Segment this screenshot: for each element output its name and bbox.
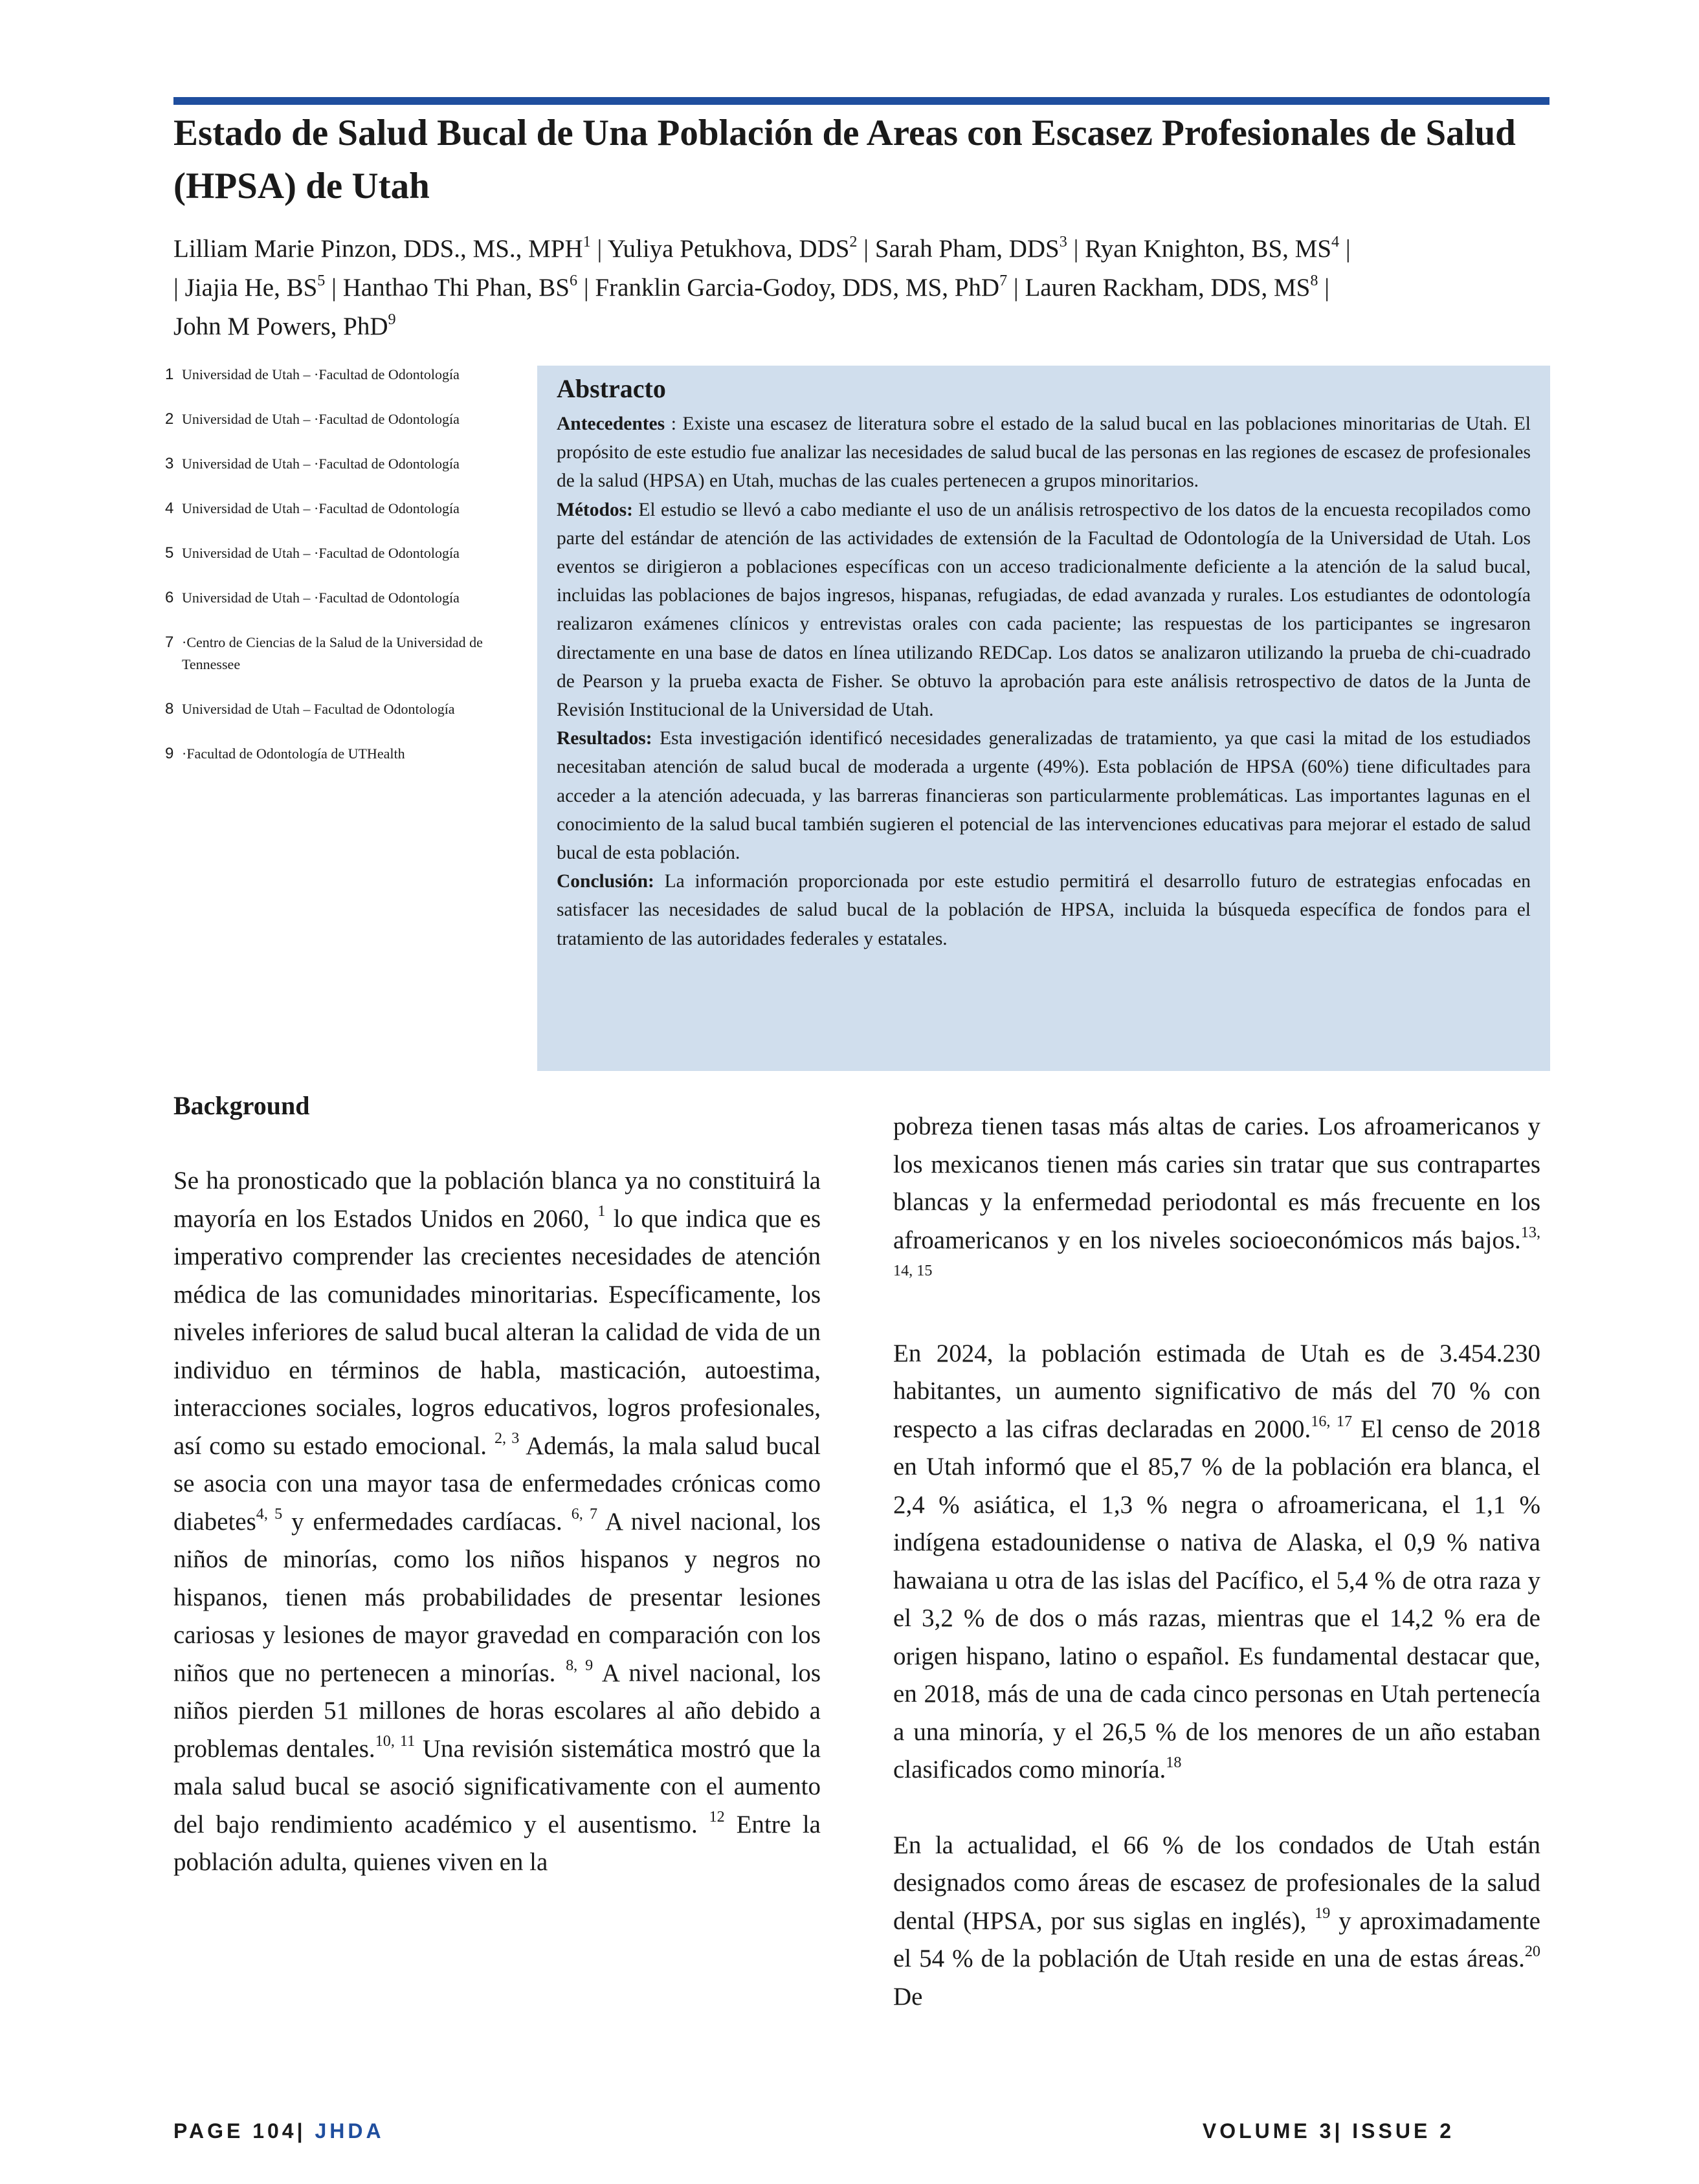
affiliation-item: [165, 632, 527, 676]
citation-ref: 1: [597, 1202, 606, 1220]
affiliation-text: Universidad de Utah – ·Facultad de Odontología: [182, 366, 460, 382]
article-title: Estado de Salud Bucal de Una Población de Areas con Escasez Profesionales de Salud (HPSA) de Utah: [173, 113, 1516, 206]
text-run: De: [893, 1982, 923, 2011]
affiliation-number: 6: [165, 589, 174, 606]
affiliation-item: [165, 743, 527, 765]
text-run: En 2024, la población estimada de Utah es de 3.454.230 habitantes, un aumento significativo de más del 70 % con respecto a las cifras declaradas en 2000.: [893, 1339, 1540, 1443]
abstract-label: Resultados:: [557, 728, 652, 749]
affiliation-number: 7: [165, 634, 174, 651]
body-column-right: [893, 1108, 1540, 2016]
affiliation-number: 3: [165, 455, 174, 472]
abstract-label: Métodos:: [557, 499, 633, 520]
text-run: Entre la población adulta, quienes viven en la: [173, 1810, 821, 1876]
author-sup: 9: [388, 310, 396, 328]
author-name: Hanthao Thi Phan, BS: [342, 274, 570, 302]
author-sup: 6: [569, 271, 578, 289]
author-name: Ryan Knighton, BS, MS: [1085, 235, 1332, 263]
body-column-left: [173, 1087, 821, 1882]
author-sup: 3: [1059, 232, 1067, 250]
citation-ref: 20: [1524, 1942, 1540, 1960]
affiliation-item: [165, 453, 527, 475]
affiliation-number: 2: [165, 410, 174, 428]
text-run: Se ha pronosticado que la población blanca ya no constituirá la mayoría en los Estados Unidos en 2060,: [173, 1167, 821, 1233]
affiliation-item: [165, 498, 527, 520]
author-name: Lilliam Marie Pinzon, DDS., MS., MPH: [173, 235, 583, 263]
text-run: y aproximadamente el 54 % de la población de Utah reside en una de estas áreas.: [893, 1906, 1540, 1972]
affiliation-text: Universidad de Utah – Facultad de Odontología: [182, 701, 455, 717]
body-paragraph: [893, 1827, 1540, 2016]
text-run: y enfermedades cardíacas.: [282, 1507, 572, 1536]
affiliation-text: Universidad de Utah – ·Facultad de Odontología: [182, 411, 460, 427]
affiliation-item: [165, 698, 527, 720]
text-run: lo que indica que es imperativo comprender las crecientes necesidades de atención médica de las comunidades minoritarias. Específicamente, los niveles inferiores de salud bucal alteran la calidad de vida de un individuo en términos de habla, masticación, autoestima, interacciones sociales, logros educativos, logros profesionales, así como su estado emocional.: [173, 1204, 821, 1460]
footer-page-label: PAGE 104|: [173, 2119, 306, 2143]
footer-journal: JHDA: [315, 2119, 384, 2143]
author-sup: 7: [999, 271, 1008, 289]
abstract-paragraph: Antecedentes : Existe una escasez de literatura sobre el estado de la salud bucal en las poblaciones minoritarias de Utah. El propósito de este estudio fue analizar las necesidades de salud bucal de las personas en las regiones de escasez de profesionales de la salud (HPSA) en Utah, muchas de las cuales pertenecen a grupos minoritarios.: [557, 414, 1531, 492]
author-sup: 8: [1310, 271, 1318, 289]
affiliation-number: 8: [165, 700, 174, 718]
affiliation-text: Universidad de Utah – ·Facultad de Odontología: [182, 500, 460, 516]
affiliation-text: Universidad de Utah – ·Facultad de Odontología: [182, 590, 460, 606]
abstract-label: Conclusión:: [557, 871, 654, 892]
affiliation-list: [165, 364, 527, 788]
text-run: A nivel nacional, los niños pierden 51 millones de horas escolares al año debido a problemas dentales.: [173, 1659, 821, 1763]
text-run: A nivel nacional, los niños de minorías, como los niños hispanos y negros no hispanos, tienen más probabilidades de presentar lesiones cariosas y lesiones de mayor gravedad en comparación con los niños que no pertenecen a minorías.: [173, 1507, 821, 1687]
header-rule: [173, 97, 1549, 105]
author-name: John M Powers, PhD: [173, 313, 388, 340]
abstract-box: [537, 366, 1550, 1071]
text-run: Una revisión sistemática mostró que la mala salud bucal se asoció significativamente con el aumento del bajo rendimiento académico y el ausentismo.: [173, 1734, 821, 1838]
text-run: Además, la mala salud bucal se asocia con una mayor tasa de enfermedades crónicas como diabetes: [173, 1431, 821, 1536]
affiliation-number: 9: [165, 745, 174, 762]
abstract-text: La información proporcionada por este estudio permitirá el desarrollo futuro de estrategias enfocadas en satisfacer las necesidades de salud bucal de la población de HPSA, incluida la búsqueda específica de fondos para el tratamiento de las autoridades federales y estatales.: [557, 871, 1531, 949]
abstract-label: Antecedentes: [557, 414, 665, 434]
affiliation-number: 5: [165, 544, 174, 562]
affiliation-item: [165, 364, 527, 386]
affiliation-item: [165, 587, 527, 609]
affiliation-item: [165, 408, 527, 430]
citation-ref: 18: [1166, 1753, 1182, 1771]
author-name: Sarah Pham, DDS: [874, 235, 1060, 263]
footer-page: [173, 2119, 384, 2143]
abstract-paragraph: [557, 867, 1531, 953]
author-name: Franklin Garcia-Godoy, DDS, MS, PhD: [595, 274, 1000, 302]
author-sup: 5: [317, 271, 326, 289]
abstract-text: Existe una escasez de literatura sobre el estado de la salud bucal en las poblaciones minoritarias de Utah. El propósito de este estudio fue analizar las necesidades de salud bucal de las personas en las regiones de escasez de profesionales de la salud (HPSA) en Utah, muchas de las cuales pertenecen a grupos minoritarios.: [557, 414, 1531, 492]
author-name: Lauren Rackham, DDS, MS: [1025, 274, 1311, 302]
author-sup: 4: [1331, 232, 1340, 250]
author-sup: 1: [583, 232, 591, 250]
affiliation-text: Universidad de Utah – ·Facultad de Odontología: [182, 456, 460, 472]
author-list: Lilliam Marie Pinzon, DDS., MS., MPH$^1$ | Yuliya Petukhova, DDS$^2$ | Sarah Pham, DDS$^3$ | Ryan Knighton, BS, $MS^4$ | | Jiajia He, $BS^5$ | Hanthao Thi Phan, $BS^6$ | Franklin Garcia-Godoy, DDS, MS, PhD$^7$ | Lauren Rackham, DDS, $MS^8$ | John M Powers, PhD$^9$: [173, 232, 1351, 340]
citation-ref: 13, 14, 15: [893, 1224, 1540, 1279]
abstract-text: El estudio se llevó a cabo mediante el uso de un análisis retrospectivo de los datos de la encuesta recopilados como parte del estándar de atención de las actividades de extensión de la Facultad de Odontología de la Universidad de Utah. Los eventos se dirigieron a poblaciones específicas con un acceso tradicionalmente deficiente a la atención de la salud bucal, incluidas las poblaciones de bajos ingresos, hispanas, refugiadas, de edad avanzada y rurales. Los estudiantes de odontología realizaron exámenes clínicos y entrevistas orales con cada paciente; las respuestas de los participantes se ingresaron directamente en una base de datos en línea utilizando REDCap. Los datos se analizaron utilizando la prueba de chi-cuadrado de Pearson y la prueba exacta de Fisher. Se obtuvo la aprobación para este análisis retrospectivo de datos de la Junta de Revisión Institucional de la Universidad de Utah.: [557, 499, 1531, 721]
section-heading-background: Background: [173, 1091, 310, 1120]
citation-ref: 6, 7: [571, 1505, 598, 1523]
citation-ref: 19: [1315, 1904, 1331, 1923]
citation-ref: 12: [709, 1808, 725, 1826]
abstract-paragraph: [557, 724, 1531, 867]
author-sup: 2: [849, 232, 858, 250]
body-paragraph: [893, 1335, 1540, 1789]
abstract-paragraph: [557, 496, 1531, 725]
citation-ref: 16, 17: [1311, 1413, 1353, 1431]
author-name: Yuliya Petukhova, DDS: [607, 235, 850, 263]
footer-volume-issue: VOLUME 3| ISSUE 2: [1202, 2119, 1454, 2143]
abstract-heading: Abstracto: [557, 374, 666, 403]
citation-ref: 10, 11: [375, 1732, 416, 1750]
text-run: El censo de 2018 en Utah informó que el 85,7 % de la población era blanca, el 2,4 % asiática, el 1,3 % negra o afroamericana, el 1,1 % indígena estadounidense o nativa de Alaska, el 0,9 % nativa hawaiana u otra de las islas del Pacífico, el 5,4 % de otra raza y el 3,2 % de dos o más razas, mientras que el 14,2 % era de origen hispano, latino o español. Es fundamental destacar que, en 2018, más de una de cada cinco personas en Utah pertenecía a una minoría, y el 26,5 % de los menores de un año estaban clasificados como minoría.: [893, 1415, 1541, 1783]
body-paragraph: [893, 1108, 1540, 1297]
body-paragraph: [173, 1162, 821, 1882]
affiliation-text: ·Centro de Ciencias de la Salud de la Universidad de Tennessee: [182, 634, 483, 672]
affiliation-text: ·Facultad de Odontología de UTHealth: [182, 745, 405, 762]
affiliation-number: 1: [165, 366, 174, 383]
abstract-text: Esta investigación identificó necesidades generalizadas de tratamiento, ya que casi la mitad de los estudiados necesitaban atención de salud bucal de moderada a urgente (49%). Esta población de HPSA (60%) tiene dificultades para acceder a la atención adecuada, y las barreras financieras son particularmente problemáticas. Las importantes lagunas en el conocimiento de la salud bucal también sugieren el potencial de las intervenciones educativas para mejorar el estado de salud bucal de esta población.: [557, 728, 1531, 864]
citation-ref: 4, 5: [256, 1505, 283, 1523]
citation-ref: 2, 3: [494, 1429, 520, 1448]
citation-ref: 8, 9: [566, 1657, 594, 1675]
text-run: pobreza tienen tasas más altas de caries. Los afroamericanos y los mexicanos tienen más caries sin tratar que sus contrapartes blancas y la enfermedad periodontal es más frecuente en los afroamericanos y en los niveles socioeconómicos más bajos.: [893, 1112, 1540, 1254]
abstract-sections: [557, 410, 1531, 953]
affiliation-item: [165, 542, 527, 564]
affiliation-text: Universidad de Utah – ·Facultad de Odontología: [182, 545, 460, 561]
affiliation-number: 4: [165, 500, 174, 517]
author-name: Jiajia He, BS: [184, 274, 318, 302]
text-run: En la actualidad, el 66 % de los condados de Utah están designados como áreas de escasez de profesionales de la salud dental (HPSA, por sus siglas en inglés),: [893, 1831, 1540, 1935]
